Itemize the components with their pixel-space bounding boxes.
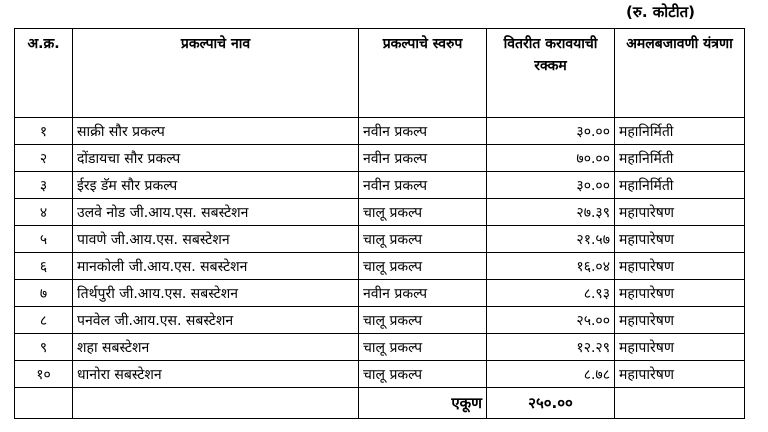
serial-cell: १ [15, 118, 73, 145]
project-type-cell: चालू प्रकल्प [359, 199, 487, 226]
serial-cell: ६ [15, 253, 73, 280]
serial-cell: २ [15, 145, 73, 172]
header-row [15, 29, 745, 118]
total-empty-cell [73, 388, 359, 419]
project-type-cell: चालू प्रकल्प [359, 361, 487, 388]
project-name-cell: उलवे नोड जी.आय.एस. सबस्टेशन [73, 199, 359, 226]
table-row [15, 361, 745, 388]
total-empty-cell [15, 388, 73, 419]
agency-cell: महापारेषण [615, 226, 745, 253]
agency-cell: महापारेषण [615, 253, 745, 280]
amount-cell: १२.२९ [487, 334, 615, 361]
agency-cell: महानिर्मिती [615, 145, 745, 172]
project-name-cell: शहा सबस्टेशन [73, 334, 359, 361]
agency-cell: महापारेषण [615, 307, 745, 334]
amount-cell: १६.०४ [487, 253, 615, 280]
amount-cell: २७.३९ [487, 199, 615, 226]
project-name-cell: मानकोली जी.आय.एस. सबस्टेशन [73, 253, 359, 280]
agency-cell: महापारेषण [615, 361, 745, 388]
header-project-type: प्रकल्पाचे स्वरुप [359, 29, 487, 118]
table-row [15, 226, 745, 253]
table-row [15, 280, 745, 307]
project-type-cell: नवीन प्रकल्प [359, 172, 487, 199]
amount-cell: २१.५७ [487, 226, 615, 253]
amount-cell: ३०.०० [487, 118, 615, 145]
table-row [15, 145, 745, 172]
total-row [15, 388, 745, 419]
serial-cell: ४ [15, 199, 73, 226]
project-name-cell: दोंडायचा सौर प्रकल्प [73, 145, 359, 172]
project-name-cell: पावणे जी.आय.एस. सबस्टेशन [73, 226, 359, 253]
agency-cell: महापारेषण [615, 199, 745, 226]
project-type-cell: चालू प्रकल्प [359, 226, 487, 253]
project-type-cell: चालू प्रकल्प [359, 253, 487, 280]
projects-table [14, 28, 745, 419]
table-row [15, 334, 745, 361]
project-type-cell: नवीन प्रकल्प [359, 118, 487, 145]
agency-cell: महापारेषण [615, 280, 745, 307]
header-serial: अ.क्र. [15, 29, 73, 118]
total-label: एकूण [359, 388, 487, 419]
serial-cell: ८ [15, 307, 73, 334]
amount-cell: २५.०० [487, 307, 615, 334]
amount-cell: ८.९३ [487, 280, 615, 307]
agency-cell: महापारेषण [615, 334, 745, 361]
header-amount: वितरीत करावयाची रक्कम [487, 29, 615, 118]
header-project-name: प्रकल्पाचे नाव [73, 29, 359, 118]
amount-cell: ३०.०० [487, 172, 615, 199]
agency-cell: महानिर्मिती [615, 118, 745, 145]
project-type-cell: चालू प्रकल्प [359, 334, 487, 361]
table-row [15, 199, 745, 226]
header-agency: अमलबजावणी यंत्रणा [615, 29, 745, 118]
serial-cell: १० [15, 361, 73, 388]
project-type-cell: नवीन प्रकल्प [359, 280, 487, 307]
project-type-cell: चालू प्रकल्प [359, 307, 487, 334]
serial-cell: ७ [15, 280, 73, 307]
table-row [15, 172, 745, 199]
table-row [15, 253, 745, 280]
serial-cell: ९ [15, 334, 73, 361]
project-name-cell: ईरइ डॅम सौर प्रकल्प [73, 172, 359, 199]
agency-cell: महानिर्मिती [615, 172, 745, 199]
project-name-cell: धानोरा सबस्टेशन [73, 361, 359, 388]
project-name-cell: पनवेल जी.आय.एस. सबस्टेशन [73, 307, 359, 334]
project-name-cell: तिर्थपुरी जी.आय.एस. सबस्टेशन [73, 280, 359, 307]
project-type-cell: नवीन प्रकल्प [359, 145, 487, 172]
total-amount: २५०.०० [487, 388, 615, 419]
serial-cell: ५ [15, 226, 73, 253]
unit-note: (रु. कोटीत) [626, 3, 696, 21]
total-empty-cell [615, 388, 745, 419]
serial-cell: ३ [15, 172, 73, 199]
table-row [15, 118, 745, 145]
table-row [15, 307, 745, 334]
amount-cell: ८.७८ [487, 361, 615, 388]
amount-cell: ७०.०० [487, 145, 615, 172]
project-name-cell: साक्री सौर प्रकल्प [73, 118, 359, 145]
